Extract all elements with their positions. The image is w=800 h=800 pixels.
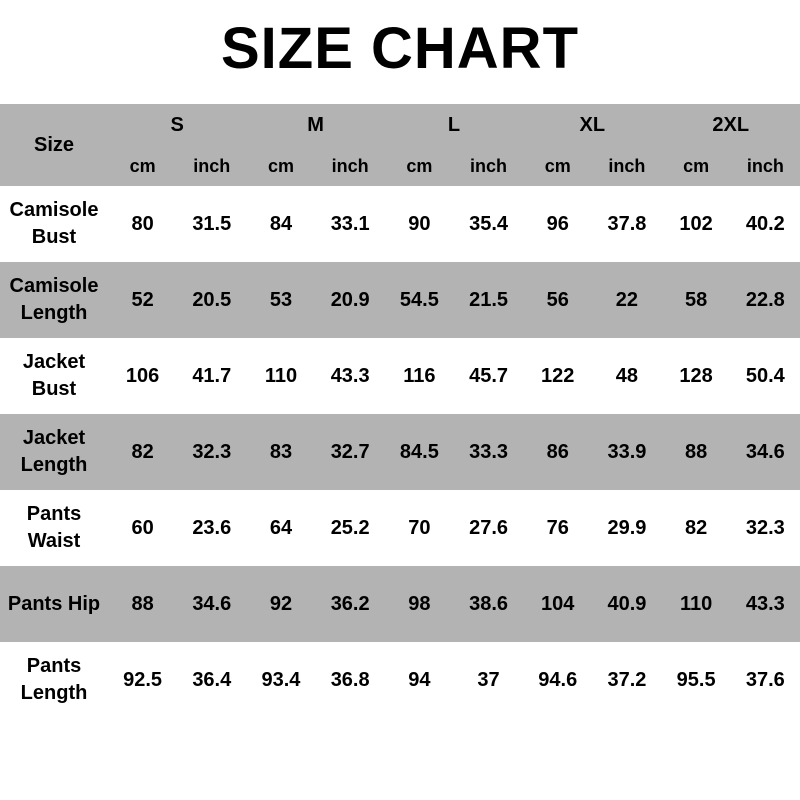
table-row <box>0 186 800 262</box>
cell-value: 45.7 <box>454 338 523 414</box>
cell-value: 86 <box>523 414 592 490</box>
cell-value: 36.4 <box>177 642 246 718</box>
cell-value: 23.6 <box>177 490 246 566</box>
cell-value: 94 <box>385 642 454 718</box>
size-chart-table <box>0 104 800 718</box>
cell-value: 64 <box>246 490 315 566</box>
row-label-camisole-length: Camisole Length <box>0 262 108 338</box>
cell-value: 48 <box>592 338 661 414</box>
cell-value: 95.5 <box>662 642 731 718</box>
cell-value: 102 <box>662 186 731 262</box>
cell-value: 93.4 <box>246 642 315 718</box>
cell-value: 70 <box>385 490 454 566</box>
header-unit-s-inch: inch <box>177 146 246 186</box>
cell-value: 37 <box>454 642 523 718</box>
cell-value: 20.5 <box>177 262 246 338</box>
cell-value: 88 <box>662 414 731 490</box>
cell-value: 110 <box>662 566 731 642</box>
header-unit-m-cm: cm <box>246 146 315 186</box>
cell-value: 22.8 <box>731 262 800 338</box>
cell-value: 84 <box>246 186 315 262</box>
cell-value: 40.2 <box>731 186 800 262</box>
header-unit-l-inch: inch <box>454 146 523 186</box>
header-unit-m-inch: inch <box>316 146 385 186</box>
cell-value: 38.6 <box>454 566 523 642</box>
cell-value: 84.5 <box>385 414 454 490</box>
cell-value: 20.9 <box>316 262 385 338</box>
row-label-pants-hip: Pants Hip <box>0 566 108 642</box>
row-label-pants-length: Pants Length <box>0 642 108 718</box>
cell-value: 41.7 <box>177 338 246 414</box>
table-header-sizes <box>0 104 800 146</box>
cell-value: 36.8 <box>316 642 385 718</box>
cell-value: 88 <box>108 566 177 642</box>
cell-value: 36.2 <box>316 566 385 642</box>
header-unit-s-cm: cm <box>108 146 177 186</box>
cell-value: 54.5 <box>385 262 454 338</box>
cell-value: 34.6 <box>177 566 246 642</box>
cell-value: 92 <box>246 566 315 642</box>
table-row <box>0 566 800 642</box>
cell-value: 43.3 <box>316 338 385 414</box>
cell-value: 27.6 <box>454 490 523 566</box>
cell-value: 128 <box>662 338 731 414</box>
cell-value: 106 <box>108 338 177 414</box>
cell-value: 58 <box>662 262 731 338</box>
cell-value: 82 <box>108 414 177 490</box>
table-row <box>0 414 800 490</box>
table-row <box>0 262 800 338</box>
header-unit-xl-inch: inch <box>592 146 661 186</box>
cell-value: 37.2 <box>592 642 661 718</box>
cell-value: 32.3 <box>731 490 800 566</box>
table-row <box>0 490 800 566</box>
cell-value: 92.5 <box>108 642 177 718</box>
cell-value: 21.5 <box>454 262 523 338</box>
table-header-units <box>0 146 800 186</box>
cell-value: 37.8 <box>592 186 661 262</box>
header-unit-2xl-inch: inch <box>731 146 800 186</box>
cell-value: 43.3 <box>731 566 800 642</box>
header-size-s: S <box>108 104 246 146</box>
table-row <box>0 338 800 414</box>
cell-value: 94.6 <box>523 642 592 718</box>
cell-value: 56 <box>523 262 592 338</box>
cell-value: 96 <box>523 186 592 262</box>
cell-value: 32.7 <box>316 414 385 490</box>
cell-value: 25.2 <box>316 490 385 566</box>
cell-value: 31.5 <box>177 186 246 262</box>
row-label-pants-waist: Pants Waist <box>0 490 108 566</box>
cell-value: 90 <box>385 186 454 262</box>
header-size-l: L <box>385 104 523 146</box>
page-title: SIZE CHART <box>221 16 579 81</box>
cell-value: 29.9 <box>592 490 661 566</box>
cell-value: 110 <box>246 338 315 414</box>
cell-value: 60 <box>108 490 177 566</box>
cell-value: 82 <box>662 490 731 566</box>
cell-value: 122 <box>523 338 592 414</box>
row-label-jacket-bust: Jacket Bust <box>0 338 108 414</box>
header-size-m: M <box>246 104 384 146</box>
cell-value: 33.1 <box>316 186 385 262</box>
row-label-camisole-bust: Camisole Bust <box>0 186 108 262</box>
header-size-label <box>0 104 108 186</box>
cell-value: 53 <box>246 262 315 338</box>
header-unit-2xl-cm: cm <box>662 146 731 186</box>
header-size-2xl: 2XL <box>662 104 800 146</box>
cell-value: 83 <box>246 414 315 490</box>
header-size-xl: XL <box>523 104 661 146</box>
cell-value: 116 <box>385 338 454 414</box>
cell-value: 76 <box>523 490 592 566</box>
cell-value: 33.9 <box>592 414 661 490</box>
cell-value: 50.4 <box>731 338 800 414</box>
cell-value: 33.3 <box>454 414 523 490</box>
cell-value: 40.9 <box>592 566 661 642</box>
cell-value: 80 <box>108 186 177 262</box>
header-unit-l-cm: cm <box>385 146 454 186</box>
cell-value: 34.6 <box>731 414 800 490</box>
cell-value: 22 <box>592 262 661 338</box>
size-label-text: Size <box>33 133 75 156</box>
cell-value: 52 <box>108 262 177 338</box>
cell-value: 32.3 <box>177 414 246 490</box>
cell-value: 104 <box>523 566 592 642</box>
cell-value: 37.6 <box>731 642 800 718</box>
row-label-jacket-length: Jacket Length <box>0 414 108 490</box>
header-unit-xl-cm: cm <box>523 146 592 186</box>
table-row <box>0 642 800 718</box>
cell-value: 98 <box>385 566 454 642</box>
cell-value: 35.4 <box>454 186 523 262</box>
